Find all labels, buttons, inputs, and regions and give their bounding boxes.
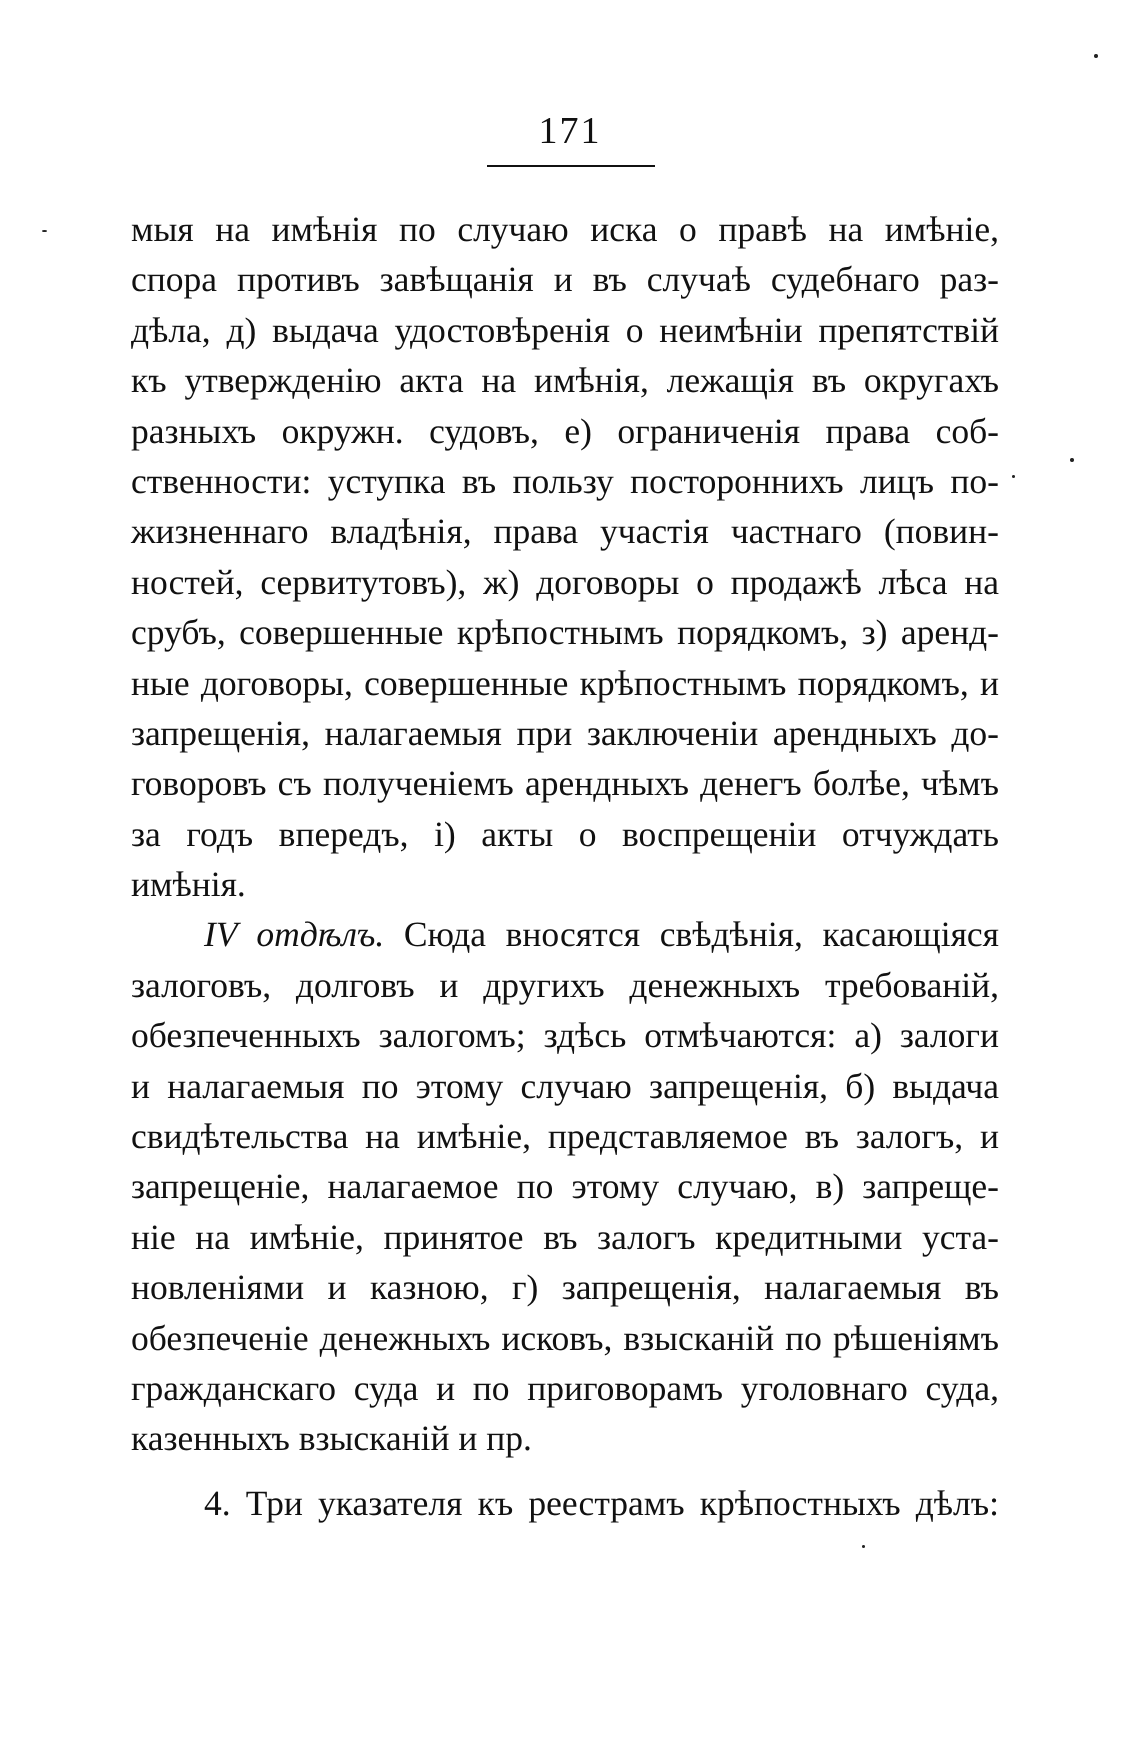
paragraph-item-4	[131, 1478, 999, 1528]
text-line: ственности: уступка въ пользу постороннихъ лицъ по-	[131, 460, 999, 501]
text-line: ные договоры, совершенные крѣпостнымъ порядкомъ, и	[131, 662, 999, 703]
text-line: спора противъ завѣщанія и въ случаѣ судебнаго раз-	[131, 259, 999, 300]
scan-speck	[42, 230, 47, 232]
text-line: свидѣтельства на имѣніе, представляемое въ залогъ, и	[131, 1116, 999, 1157]
header-rule	[487, 165, 655, 167]
text-line: и налагаемыя по этому случаю запрещенія, б) выдача	[131, 1065, 999, 1106]
text-line-first	[131, 909, 999, 959]
paragraph-gap	[131, 1464, 999, 1478]
scan-speck	[862, 1545, 865, 1548]
text-line: обезпеченныхъ залогомъ; здѣсь отмѣчаются: а) залоги	[131, 1015, 999, 1056]
scan-speck	[1012, 475, 1015, 478]
text-line: разныхъ окружн. судовъ, е) ограниченія права соб-	[131, 410, 999, 451]
text-line: 4. Три указателя къ реестрамъ крѣпостныхъ дѣлъ:	[204, 1482, 999, 1523]
text-line: залоговъ, долговъ и другихъ денежныхъ требованій,	[131, 964, 999, 1005]
text-segment: Сюда вносятся свѣдѣнія, касающіяся	[403, 914, 1000, 955]
text-line: дѣла, д) выдача удостовѣренія о неимѣніи препятствій	[131, 309, 999, 350]
section-heading: IV отдѣлъ.	[204, 914, 385, 955]
paragraph-section-iv	[131, 909, 999, 1463]
text-line: запрещенія, налагаемыя при заключеніи арендныхъ до-	[131, 712, 999, 753]
page-number: 171	[538, 110, 602, 152]
text-line: ностей, сервитутовъ), ж) договоры о продажѣ лѣса на	[131, 561, 999, 602]
text-line: казенныхъ взысканій и пр.	[131, 1418, 532, 1459]
text-line: запрещеніе, налагаемое по этому случаю, в) запреще-	[131, 1166, 999, 1207]
text-line: къ утвержденію акта на имѣнія, лежащія въ округахъ	[131, 360, 999, 401]
text-line: обезпеченіе денежныхъ исковъ, взысканій по рѣшеніямъ	[131, 1317, 999, 1358]
paragraph-continued	[131, 204, 999, 909]
text-line: мыя на имѣнія по случаю иска о правѣ на имѣніе,	[131, 209, 999, 249]
scan-speck	[1094, 54, 1098, 58]
text-line: имѣнія.	[131, 864, 246, 905]
scan-speck	[1070, 458, 1074, 462]
text-line: новленіями и казною, г) запрещенія, налагаемыя въ	[131, 1267, 999, 1308]
text-line: жизненнаго владѣнія, права участія частнаго (повин-	[131, 511, 999, 552]
text-line: срубъ, совершенные крѣпостнымъ порядкомъ, з) аренд-	[131, 612, 999, 653]
text-line: ніе на имѣніе, принятое въ залогъ кредитными уста-	[131, 1216, 999, 1257]
text-line: гражданскаго суда и по приговорамъ уголовнаго суда,	[131, 1367, 999, 1408]
text-line: говоровъ съ полученіемъ арендныхъ денегъ болѣе, чѣмъ	[131, 763, 999, 804]
body-text	[131, 204, 999, 1528]
text-line: за годъ впередъ, і) акты о воспрещеніи отчуждать	[131, 813, 999, 854]
